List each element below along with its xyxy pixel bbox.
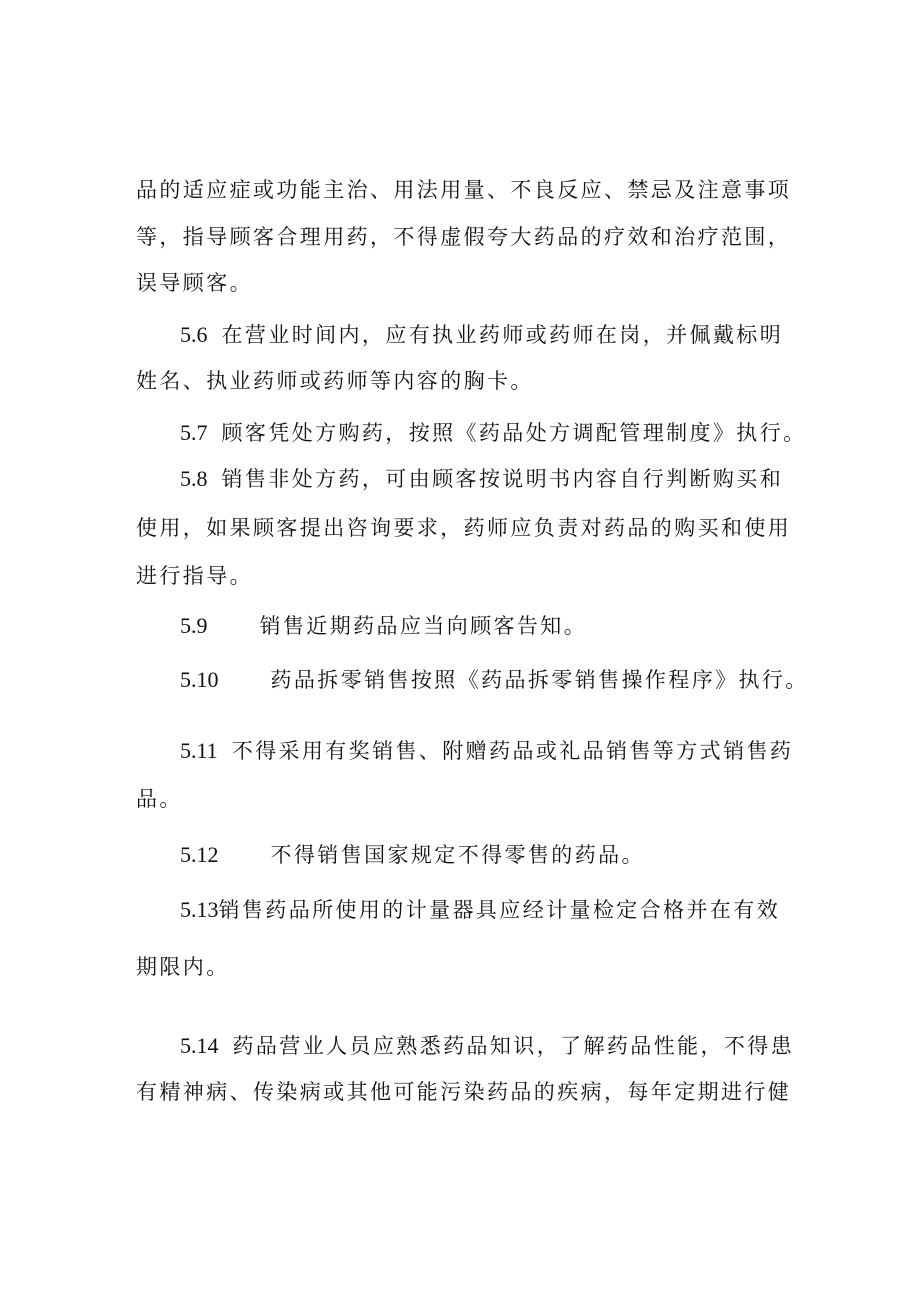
clause-number: 5.11 [180, 738, 218, 763]
clause-5-12 [180, 840, 645, 870]
paragraph-line: 有精神病、传染病或其他可能污染药品的疾病，每年定期进行健 [136, 1080, 792, 1104]
clause-5-7 [180, 418, 807, 448]
clause-5-11 [180, 736, 793, 766]
paragraph-line: 姓名、执业药师或药师等内容的胸卡。 [136, 369, 534, 393]
clause-5-6 [180, 320, 783, 350]
paragraph-line: 品。 [136, 787, 183, 811]
clause-number: 5.7 [180, 420, 208, 445]
paragraph-line: 等，指导顾客合理用药，不得虚假夸大药品的疗效和治疗范围， [136, 225, 792, 249]
clause-text: 不得采用有奖销售、附赠药品或礼品销售等方式销售药 [231, 739, 794, 763]
clause-number: 5.12 [180, 842, 219, 867]
clause-text: 药品拆零销售按照《药品拆零销售操作程序》执行。 [270, 668, 809, 692]
clause-5-10 [180, 665, 809, 695]
clause-number: 5.9 [180, 613, 208, 638]
paragraph-line: 进行指导。 [136, 564, 253, 588]
paragraph-line: 使用，如果顾客提出咨询要求，药师应负责对药品的购买和使用 [136, 516, 792, 540]
clause-number: 5.6 [180, 322, 208, 347]
clause-number: 5.14 [180, 1033, 219, 1058]
paragraph-line: 品的适应症或功能主治、用法用量、不良反应、禁忌及注意事项 [136, 178, 792, 202]
clause-text: 顾客凭处方购药，按照《药品处方调配管理制度》执行。 [221, 421, 807, 445]
paragraph-line: 误导顾客。 [136, 271, 253, 295]
clause-text: 销售非处方药，可由顾客按说明书内容自行判断购买和 [221, 467, 784, 491]
clause-text: 药品营业人员应熟悉药品知识，了解药品性能，不得患 [232, 1034, 795, 1058]
clause-text: 不得销售国家规定不得零售的药品。 [270, 843, 645, 867]
clause-text: 销售近期药品应当向顾客告知。 [259, 614, 588, 638]
clause-number: 5.8 [180, 466, 208, 491]
clause-5-9 [180, 611, 587, 641]
clause-text: 在营业时间内，应有执业药师或药师在岗，并佩戴标明 [221, 323, 784, 347]
clause-5-14 [180, 1031, 794, 1061]
clause-5-8 [180, 464, 783, 494]
clause-number: 5.13 [180, 897, 219, 922]
paragraph-line: 期限内。 [136, 955, 230, 979]
clause-number: 5.10 [180, 667, 219, 692]
clause-text: 销售药品所使用的计量器具应经计量检定合格并在有效 [218, 898, 781, 922]
clause-5-13 [180, 895, 780, 925]
